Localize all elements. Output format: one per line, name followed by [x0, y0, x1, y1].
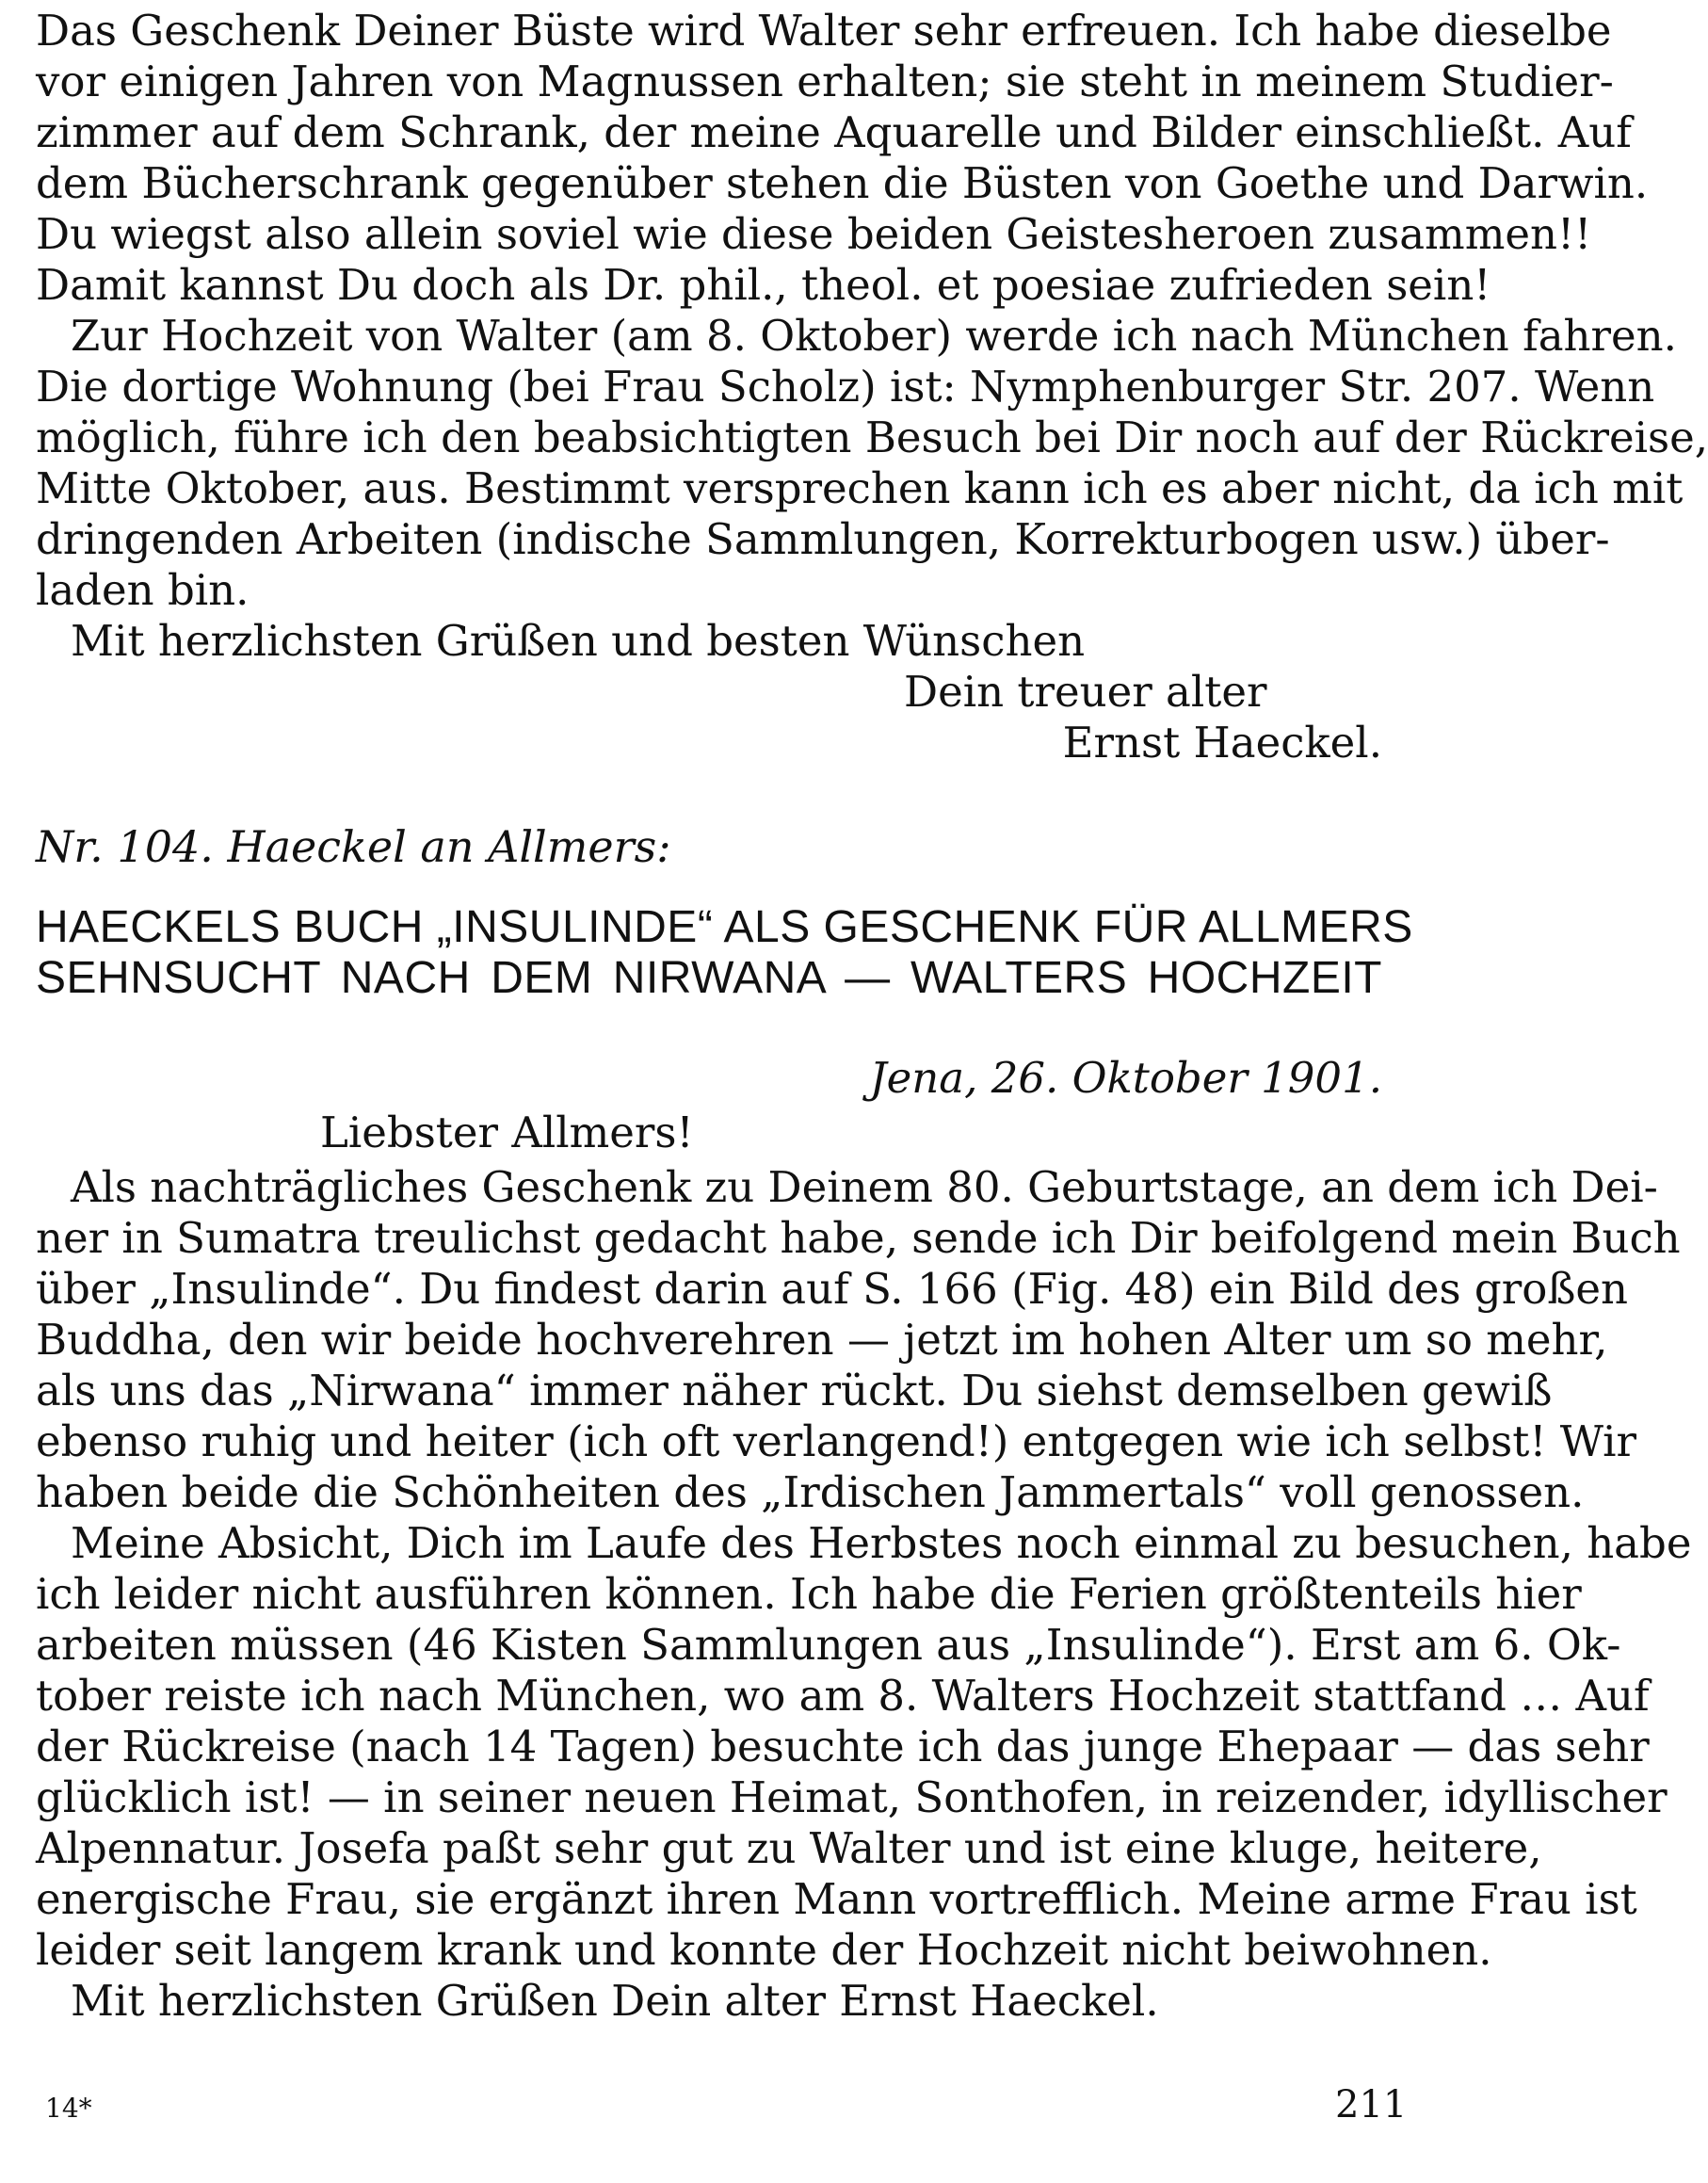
text-line: Die dortige Wohnung (bei Frau Scholz) ist: Nymphenburger Str. 207. Wenn	[36, 362, 1655, 412]
text-line: dringenden Arbeiten (indische Sammlungen, Korrekturbogen usw.) über-	[36, 514, 1610, 564]
text-line: über „Insulinde“. Du findest darin auf S. 166 (Fig. 48) ein Bild des großen	[36, 1264, 1628, 1314]
text-line: haben beide die Schönheiten des „Irdischen Jammertals“ voll genossen.	[36, 1467, 1585, 1517]
text-line: Mit herzlichsten Grüßen und besten Wünschen	[71, 616, 1086, 666]
text-line: Alpennatur. Josefa paßt sehr gut zu Walter und ist eine kluge, heitere,	[36, 1823, 1542, 1873]
text-line: Du wiegst also allein soviel wie diese beiden Geistesheroen zusammen!!	[36, 209, 1592, 259]
text-line: Buddha, den wir beide hochverehren — jetzt im hohen Alter um so mehr,	[36, 1315, 1608, 1365]
signature-mark: 14*	[45, 2093, 92, 2124]
letter-closing: Dein treuer alter	[904, 667, 1267, 717]
text-line: ich leider nicht ausführen können. Ich habe die Ferien größtenteils hier	[36, 1569, 1582, 1619]
text-line: Mit herzlichsten Grüßen Dein alter Ernst Haeckel.	[71, 1976, 1159, 2026]
text-line: möglich, führe ich den beabsichtigten Besuch bei Dir noch auf der Rückreise,	[36, 412, 1708, 462]
letter-heading-line-1: HAECKELS BUCH „INSULINDE“ ALS GESCHENK FÜR ALLMERS	[36, 902, 1413, 952]
text-line: der Rückreise (nach 14 Tagen) besuchte ich das junge Ehepaar — das sehr	[36, 1722, 1650, 1771]
text-line: ebenso ruhig und heiter (ich oft verlangend!) entgegen wie ich selbst! Wir	[36, 1416, 1637, 1466]
letter-number: Nr. 104. Haeckel an Allmers:	[36, 821, 671, 872]
text-line: vor einigen Jahren von Magnussen erhalten; sie steht in meinem Studier-	[36, 57, 1614, 106]
text-line: glücklich ist! — in seiner neuen Heimat, Sonthofen, in reizender, idyllischer	[36, 1772, 1668, 1822]
text-line: tober reiste ich nach München, wo am 8. Walters Hochzeit stattfand … Auf	[36, 1671, 1650, 1721]
text-line: Zur Hochzeit von Walter (am 8. Oktober) werde ich nach München fahren.	[71, 311, 1677, 361]
text-line: Das Geschenk Deiner Büste wird Walter sehr erfreuen. Ich habe dieselbe	[36, 6, 1612, 56]
letter-signature: Ernst Haeckel.	[1062, 718, 1382, 768]
text-line: als uns das „Nirwana“ immer näher rückt. Du siehst demselben gewiß	[36, 1366, 1553, 1415]
text-line: energische Frau, sie ergänzt ihren Mann vortrefflich. Meine arme Frau ist	[36, 1874, 1637, 1924]
text-line: Mitte Oktober, aus. Bestimmt versprechen kann ich es aber nicht, da ich mit	[36, 463, 1684, 513]
text-line: laden bin.	[36, 565, 250, 615]
text-line: leider seit langem krank und konnte der Hochzeit nicht beiwohnen.	[36, 1925, 1492, 1975]
text-line: dem Bücherschrank gegenüber stehen die Büsten von Goethe und Darwin.	[36, 158, 1649, 208]
place-date: Jena, 26. Oktober 1901.	[869, 1053, 1382, 1103]
text-line: Als nachträgliches Geschenk zu Deinem 80. Geburtstage, an dem ich Dei-	[71, 1162, 1658, 1212]
text-line: Damit kannst Du doch als Dr. phil., theol. et poesiae zufrieden sein!	[36, 260, 1491, 310]
text-line: Meine Absicht, Dich im Laufe des Herbstes noch einmal zu besuchen, habe	[71, 1518, 1692, 1568]
page-number: 211	[1335, 2083, 1408, 2126]
letter-heading-line-2: SEHNSUCHT NACH DEM NIRWANA — WALTERS HOCHZEIT	[36, 953, 1382, 1003]
text-line: zimmer auf dem Schrank, der meine Aquarelle und Bilder einschließt. Auf	[36, 107, 1632, 157]
salutation: Liebster Allmers!	[320, 1108, 694, 1157]
text-line: arbeiten müssen (46 Kisten Sammlungen aus „Insulinde“). Erst am 6. Ok-	[36, 1620, 1621, 1670]
text-line: ner in Sumatra treulichst gedacht habe, sende ich Dir beifolgend mein Buch	[36, 1213, 1681, 1263]
